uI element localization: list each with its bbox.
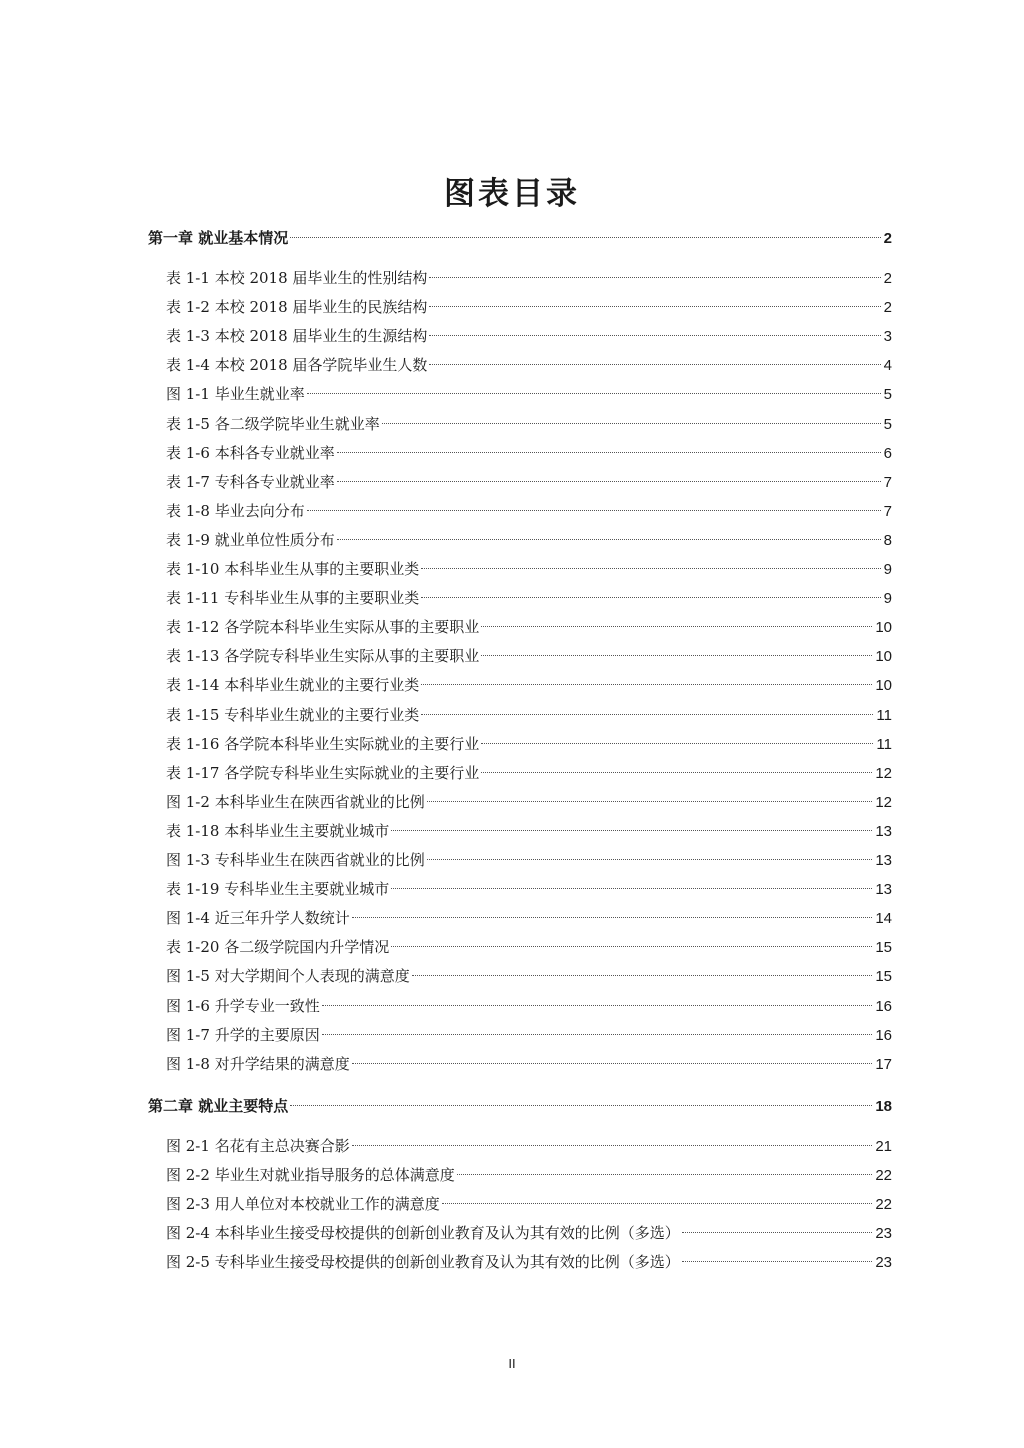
- toc-entry-page-number: 3: [883, 328, 892, 345]
- toc-entry-label: 表 1-8 毕业去向分布: [166, 502, 305, 520]
- toc-entry-label: 表 1-17 各学院专科毕业生实际就业的主要行业: [166, 764, 480, 782]
- dot-leader: [421, 714, 873, 715]
- toc-entry-page-number: 16: [875, 998, 892, 1015]
- toc-entry-page-number: 15: [875, 968, 892, 985]
- dot-leader: [290, 1105, 872, 1106]
- toc-entry-page-number: 22: [875, 1167, 892, 1184]
- toc-entry[interactable]: [166, 411, 892, 437]
- toc-entry-page-number: 16: [875, 1027, 892, 1044]
- toc-entry[interactable]: [166, 440, 892, 466]
- toc-entry-label: 图 2-2 毕业生对就业指导服务的总体满意度: [166, 1166, 455, 1184]
- toc-entry-label: 表 1-1 本校 2018 届毕业生的性别结构: [166, 269, 428, 287]
- toc-entry[interactable]: [166, 527, 892, 553]
- toc-entry-label: 表 1-4 本校 2018 届各学院毕业生人数: [166, 356, 428, 374]
- toc-entry-label: 图 1-1 毕业生就业率: [166, 385, 305, 403]
- dot-leader: [481, 626, 872, 627]
- dot-leader: [421, 568, 880, 569]
- toc-entry[interactable]: [166, 469, 892, 495]
- toc-entry-page-number: 17: [875, 1056, 892, 1073]
- toc-entry[interactable]: [166, 1133, 892, 1159]
- toc-entry-page-number: 14: [875, 910, 892, 927]
- dot-leader: [382, 423, 881, 424]
- dot-leader: [322, 1005, 873, 1006]
- dot-leader: [307, 393, 881, 394]
- toc-entry-label: 图 1-2 本科毕业生在陕西省就业的比例: [166, 793, 425, 811]
- dot-leader: [391, 946, 872, 947]
- toc-entry-page-number: 15: [875, 939, 892, 956]
- toc-entry-label: 图 1-8 对升学结果的满意度: [166, 1055, 350, 1073]
- dot-leader: [427, 801, 873, 802]
- toc-entry-page-number: 22: [875, 1196, 892, 1213]
- dot-leader: [337, 481, 881, 482]
- toc-entry[interactable]: [166, 963, 892, 989]
- toc-entry[interactable]: [166, 876, 892, 902]
- chapter-heading[interactable]: [148, 1093, 892, 1119]
- toc-entry-page-number: 11: [876, 736, 892, 753]
- page-title: 图表目录: [444, 176, 580, 212]
- toc-entry[interactable]: [166, 294, 892, 320]
- dot-leader: [429, 277, 880, 278]
- toc-entry-label: 表 1-12 各学院本科毕业生实际从事的主要职业: [166, 618, 480, 636]
- toc-entry-label: 表 1-11 专科毕业生从事的主要职业类: [166, 589, 420, 607]
- toc-entry-label: 表 1-14 本科毕业生就业的主要行业类: [166, 676, 420, 694]
- dot-leader: [421, 684, 872, 685]
- toc-entry-page-number: 12: [875, 765, 892, 782]
- toc-entry-page-number: 5: [883, 416, 892, 433]
- toc-entry[interactable]: [166, 323, 892, 349]
- toc-entry-label: 表 1-9 就业单位性质分布: [166, 531, 335, 549]
- toc-entry-page-number: 2: [883, 299, 892, 316]
- toc-entry[interactable]: [166, 905, 892, 931]
- toc-entry-label: 图 2-1 名花有主总决赛合影: [166, 1137, 350, 1155]
- toc-entry-label: 表 1-5 各二级学院毕业生就业率: [166, 415, 380, 433]
- toc-entry-label: 表 1-6 本科各专业就业率: [166, 444, 335, 462]
- toc-entry-label: 表 1-18 本科毕业生主要就业城市: [166, 822, 390, 840]
- toc-entry-page-number: 5: [883, 386, 892, 403]
- dot-leader: [429, 306, 880, 307]
- toc-entry-page-number: 10: [875, 648, 892, 665]
- dot-leader: [391, 830, 872, 831]
- toc-entry[interactable]: [166, 1191, 892, 1217]
- toc-entry-label: 表 1-3 本校 2018 届毕业生的生源结构: [166, 327, 428, 345]
- dot-leader: [429, 335, 880, 336]
- dot-leader: [427, 859, 873, 860]
- toc-entry-label: 图 2-3 用人单位对本校就业工作的满意度: [166, 1195, 440, 1213]
- toc-entry[interactable]: [166, 672, 892, 698]
- dot-leader: [412, 975, 873, 976]
- toc-entry[interactable]: [166, 585, 892, 611]
- dot-leader: [457, 1174, 873, 1175]
- dot-leader: [429, 364, 880, 365]
- toc-entry-page-number: 4: [883, 357, 892, 374]
- toc-entry-label: 表 1-10 本科毕业生从事的主要职业类: [166, 560, 420, 578]
- chapter-heading-page-number: 2: [883, 230, 892, 247]
- toc-entry-page-number: 7: [883, 503, 892, 520]
- toc-entry[interactable]: [166, 352, 892, 378]
- dot-leader: [337, 452, 881, 453]
- toc-entry[interactable]: [166, 265, 892, 291]
- toc-entry[interactable]: [166, 1220, 892, 1246]
- toc-entry-label: 表 1-7 专科各专业就业率: [166, 473, 335, 491]
- chapter-heading[interactable]: [148, 225, 892, 251]
- dot-leader: [391, 888, 872, 889]
- toc-entry-label: 表 1-19 专科毕业生主要就业城市: [166, 880, 390, 898]
- dot-leader: [352, 1145, 873, 1146]
- toc-entry-label: 表 1-20 各二级学院国内升学情况: [166, 938, 390, 956]
- toc-entry-label: 表 1-16 各学院本科毕业生实际就业的主要行业: [166, 735, 480, 753]
- dot-leader: [290, 237, 880, 238]
- toc-entry-page-number: 11: [876, 707, 892, 724]
- toc-entry[interactable]: [166, 847, 892, 873]
- toc-entry[interactable]: [166, 643, 892, 669]
- toc-entry[interactable]: [166, 556, 892, 582]
- page-number: II: [508, 1356, 516, 1371]
- toc-entry-label: 表 1-15 专科毕业生就业的主要行业类: [166, 706, 420, 724]
- dot-leader: [682, 1261, 873, 1262]
- toc-entry-page-number: 2: [883, 270, 892, 287]
- dot-leader: [307, 510, 881, 511]
- toc-entry[interactable]: [166, 1249, 892, 1275]
- toc-entry-page-number: 23: [875, 1254, 892, 1271]
- dot-leader: [442, 1203, 873, 1204]
- toc-entry[interactable]: [166, 934, 892, 960]
- toc-entry[interactable]: [166, 702, 892, 728]
- toc-entry-page-number: 7: [883, 474, 892, 491]
- toc-entry-page-number: 10: [875, 619, 892, 636]
- toc-entry-page-number: 21: [875, 1138, 892, 1155]
- dot-leader: [481, 655, 872, 656]
- toc-entry-page-number: 23: [875, 1225, 892, 1242]
- toc-entry[interactable]: [166, 381, 892, 407]
- toc-entry-label: 图 2-4 本科毕业生接受母校提供的创新创业教育及认为其有效的比例（多选）: [166, 1224, 680, 1242]
- toc-entry-page-number: 13: [875, 881, 892, 898]
- chapter-heading-label: 第二章 就业主要特点: [148, 1097, 289, 1115]
- dot-leader: [421, 597, 880, 598]
- dot-leader: [481, 772, 872, 773]
- toc-entry-page-number: 12: [875, 794, 892, 811]
- dot-leader: [682, 1232, 873, 1233]
- toc-entry-page-number: 9: [883, 561, 892, 578]
- dot-leader: [322, 1034, 873, 1035]
- dot-leader: [352, 917, 873, 918]
- toc-entry-label: 表 1-2 本校 2018 届毕业生的民族结构: [166, 298, 428, 316]
- toc-entry-label: 图 1-4 近三年升学人数统计: [166, 909, 350, 927]
- toc-entry[interactable]: [166, 789, 892, 815]
- toc-entry-label: 图 1-3 专科毕业生在陕西省就业的比例: [166, 851, 425, 869]
- dot-leader: [481, 743, 873, 744]
- toc-entry-label: 表 1-13 各学院专科毕业生实际从事的主要职业: [166, 647, 480, 665]
- toc-entry-page-number: 6: [883, 445, 892, 462]
- toc-entry-label: 图 2-5 专科毕业生接受母校提供的创新创业教育及认为其有效的比例（多选）: [166, 1253, 680, 1271]
- toc-entry[interactable]: [166, 731, 892, 757]
- toc-entry-label: 图 1-6 升学专业一致性: [166, 997, 320, 1015]
- toc-entry[interactable]: [166, 1162, 892, 1188]
- toc-entry[interactable]: [166, 498, 892, 524]
- toc-entry[interactable]: [166, 818, 892, 844]
- chapter-heading-label: 第一章 就业基本情况: [148, 229, 289, 247]
- toc-entry-page-number: 9: [883, 590, 892, 607]
- toc-entry[interactable]: [166, 1051, 892, 1077]
- toc-entry[interactable]: [166, 760, 892, 786]
- toc-entry-page-number: 13: [875, 852, 892, 869]
- toc-entry-page-number: 13: [875, 823, 892, 840]
- toc-entry[interactable]: [166, 614, 892, 640]
- toc-entry[interactable]: [166, 1022, 892, 1048]
- dot-leader: [352, 1063, 873, 1064]
- dot-leader: [337, 539, 881, 540]
- chapter-heading-page-number: 18: [875, 1098, 892, 1115]
- toc-entry-label: 图 1-5 对大学期间个人表现的满意度: [166, 967, 410, 985]
- toc-entry-label: 图 1-7 升学的主要原因: [166, 1026, 320, 1044]
- toc-entry-page-number: 10: [875, 677, 892, 694]
- toc-entry-page-number: 8: [883, 532, 892, 549]
- toc-entry[interactable]: [166, 993, 892, 1019]
